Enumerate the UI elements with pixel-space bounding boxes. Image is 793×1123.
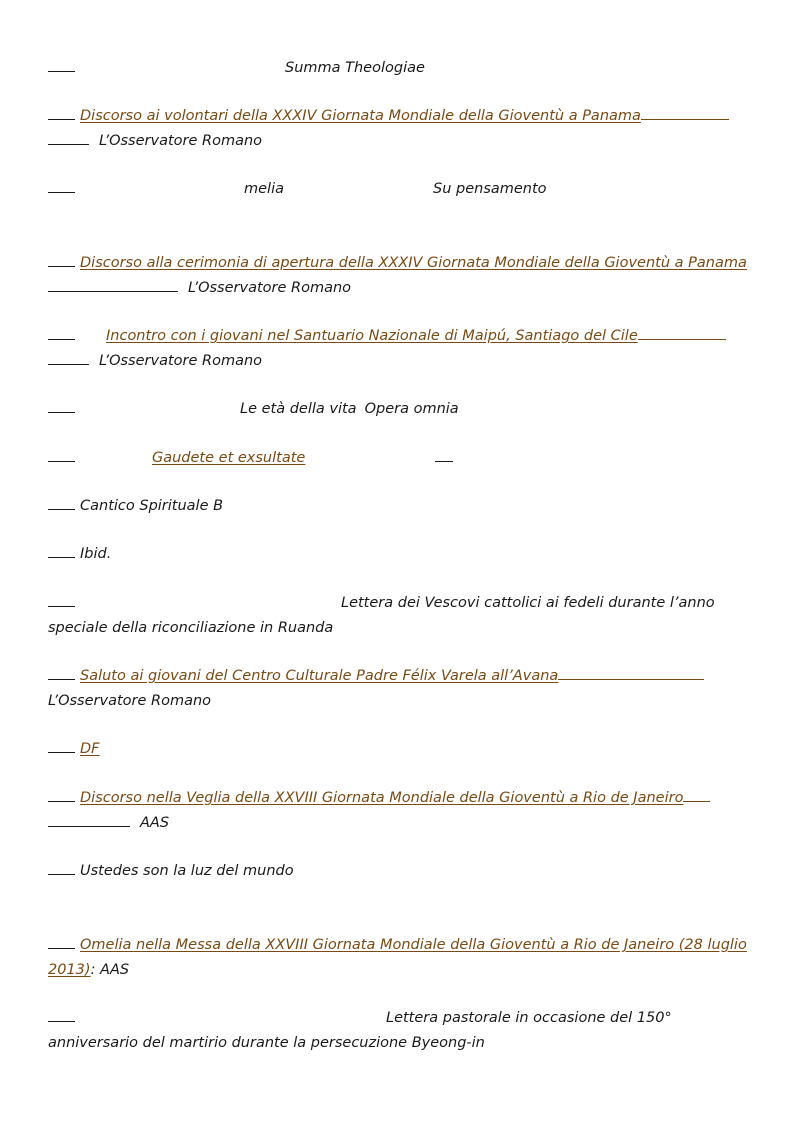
work-title: melia (244, 181, 284, 197)
footnote-marker (48, 789, 75, 802)
footnote-7 (48, 449, 453, 467)
work-title-cont: anniversario del martirio durante la persecuzione Byeong-in (48, 1035, 485, 1051)
footnote-marker (48, 740, 75, 753)
footnote-11 (48, 667, 704, 685)
footnote-link[interactable]: Discorso alla cerimonia di apertura della XXXIV Giornata Mondiale della Gioventù a Panama (80, 255, 747, 271)
footnote-marker (48, 667, 75, 680)
footnote-11-source (48, 692, 211, 710)
footnote-16-cont (48, 1034, 485, 1052)
footnote-2 (48, 107, 729, 125)
work-title: Le età della vita (240, 401, 357, 417)
reference-text: Ibid. (80, 546, 112, 562)
footnote-marker (48, 449, 75, 462)
work-title: Ustedes son la luz del mundo (80, 863, 294, 879)
work-title: Summa Theologiae (285, 60, 425, 76)
footnote-10 (48, 594, 715, 612)
footnote-marker (48, 254, 75, 267)
work-title: Lettera dei Vescovi cattolici ai fedeli durante l’anno (341, 595, 715, 611)
footnote-4-source (48, 279, 351, 297)
footnote-2-source (48, 132, 262, 150)
footnote-13-source (48, 814, 169, 832)
footnote-link[interactable]: Omelia nella Messa della XXVIII Giornata Mondiale della Gioventù a Rio de Janeiro (28 luglio (80, 937, 747, 953)
work-title-cont: speciale della riconciliazione in Ruanda (48, 620, 334, 636)
footnote-16 (48, 1009, 672, 1027)
footnote-marker (48, 814, 130, 827)
footnote-link[interactable]: Discorso nella Veglia della XXVIII Giornata Mondiale della Gioventù a Rio de Janeiro (80, 790, 684, 806)
footnote-marker (48, 862, 75, 875)
footnote-marker (48, 1009, 75, 1022)
work-title: Opera omnia (364, 401, 459, 417)
footnote-marker (48, 180, 75, 193)
footnote-marker (48, 400, 75, 413)
footnote-marker (48, 327, 75, 340)
footnote-marker (48, 279, 178, 292)
work-title: Su pensamento (433, 181, 547, 197)
footnote-link[interactable]: Discorso ai volontari della XXXIV Giornata Mondiale della Gioventù a Panama (80, 108, 641, 124)
footnote-marker (48, 132, 89, 145)
source-title: L’Osservatore Romano (48, 693, 212, 709)
footnote-link[interactable]: Saluto ai giovani del Centro Culturale Padre Félix Varela all’Avana (80, 668, 559, 684)
footnote-8 (48, 497, 223, 515)
footnote-14 (48, 862, 294, 880)
footnote-link[interactable]: Incontro con i giovani nel Santuario Nazionale di Maipú, Santiago del Cile (106, 328, 638, 344)
footnote-marker (48, 59, 75, 72)
footnote-marker (48, 107, 75, 120)
source-title: L’Osservatore Romano (99, 353, 263, 369)
footnote-10-cont (48, 619, 333, 637)
footnote-12 (48, 740, 100, 758)
footnote-15-cont (48, 961, 129, 979)
footnote-link[interactable]: Gaudete et exsultate (152, 450, 306, 466)
footnote-link-cont[interactable]: 2013) (48, 962, 91, 978)
footnote-5-source (48, 352, 262, 370)
work-title: Lettera pastorale in occasione del 150° (386, 1010, 672, 1026)
footnote-6 (48, 400, 459, 418)
footnote-9 (48, 545, 111, 563)
footnote-5 (48, 327, 726, 345)
footnote-marker (48, 936, 75, 949)
footnote-13 (48, 789, 710, 807)
work-title: Cantico Spirituale B (80, 498, 224, 514)
footnote-marker (48, 545, 75, 558)
source-title: AAS (140, 815, 170, 831)
footnote-link[interactable]: DF (80, 741, 100, 757)
footnote-marker (48, 497, 75, 510)
footnote-3 (48, 180, 547, 198)
footnote-marker (48, 352, 89, 365)
footnote-15 (48, 936, 747, 954)
footnote-4 (48, 254, 747, 272)
source-title: : AAS (90, 962, 130, 978)
footnote-marker (48, 594, 75, 607)
source-title: L’Osservatore Romano (99, 133, 263, 149)
source-title: L’Osservatore Romano (188, 280, 352, 296)
footnote-1 (48, 59, 425, 77)
